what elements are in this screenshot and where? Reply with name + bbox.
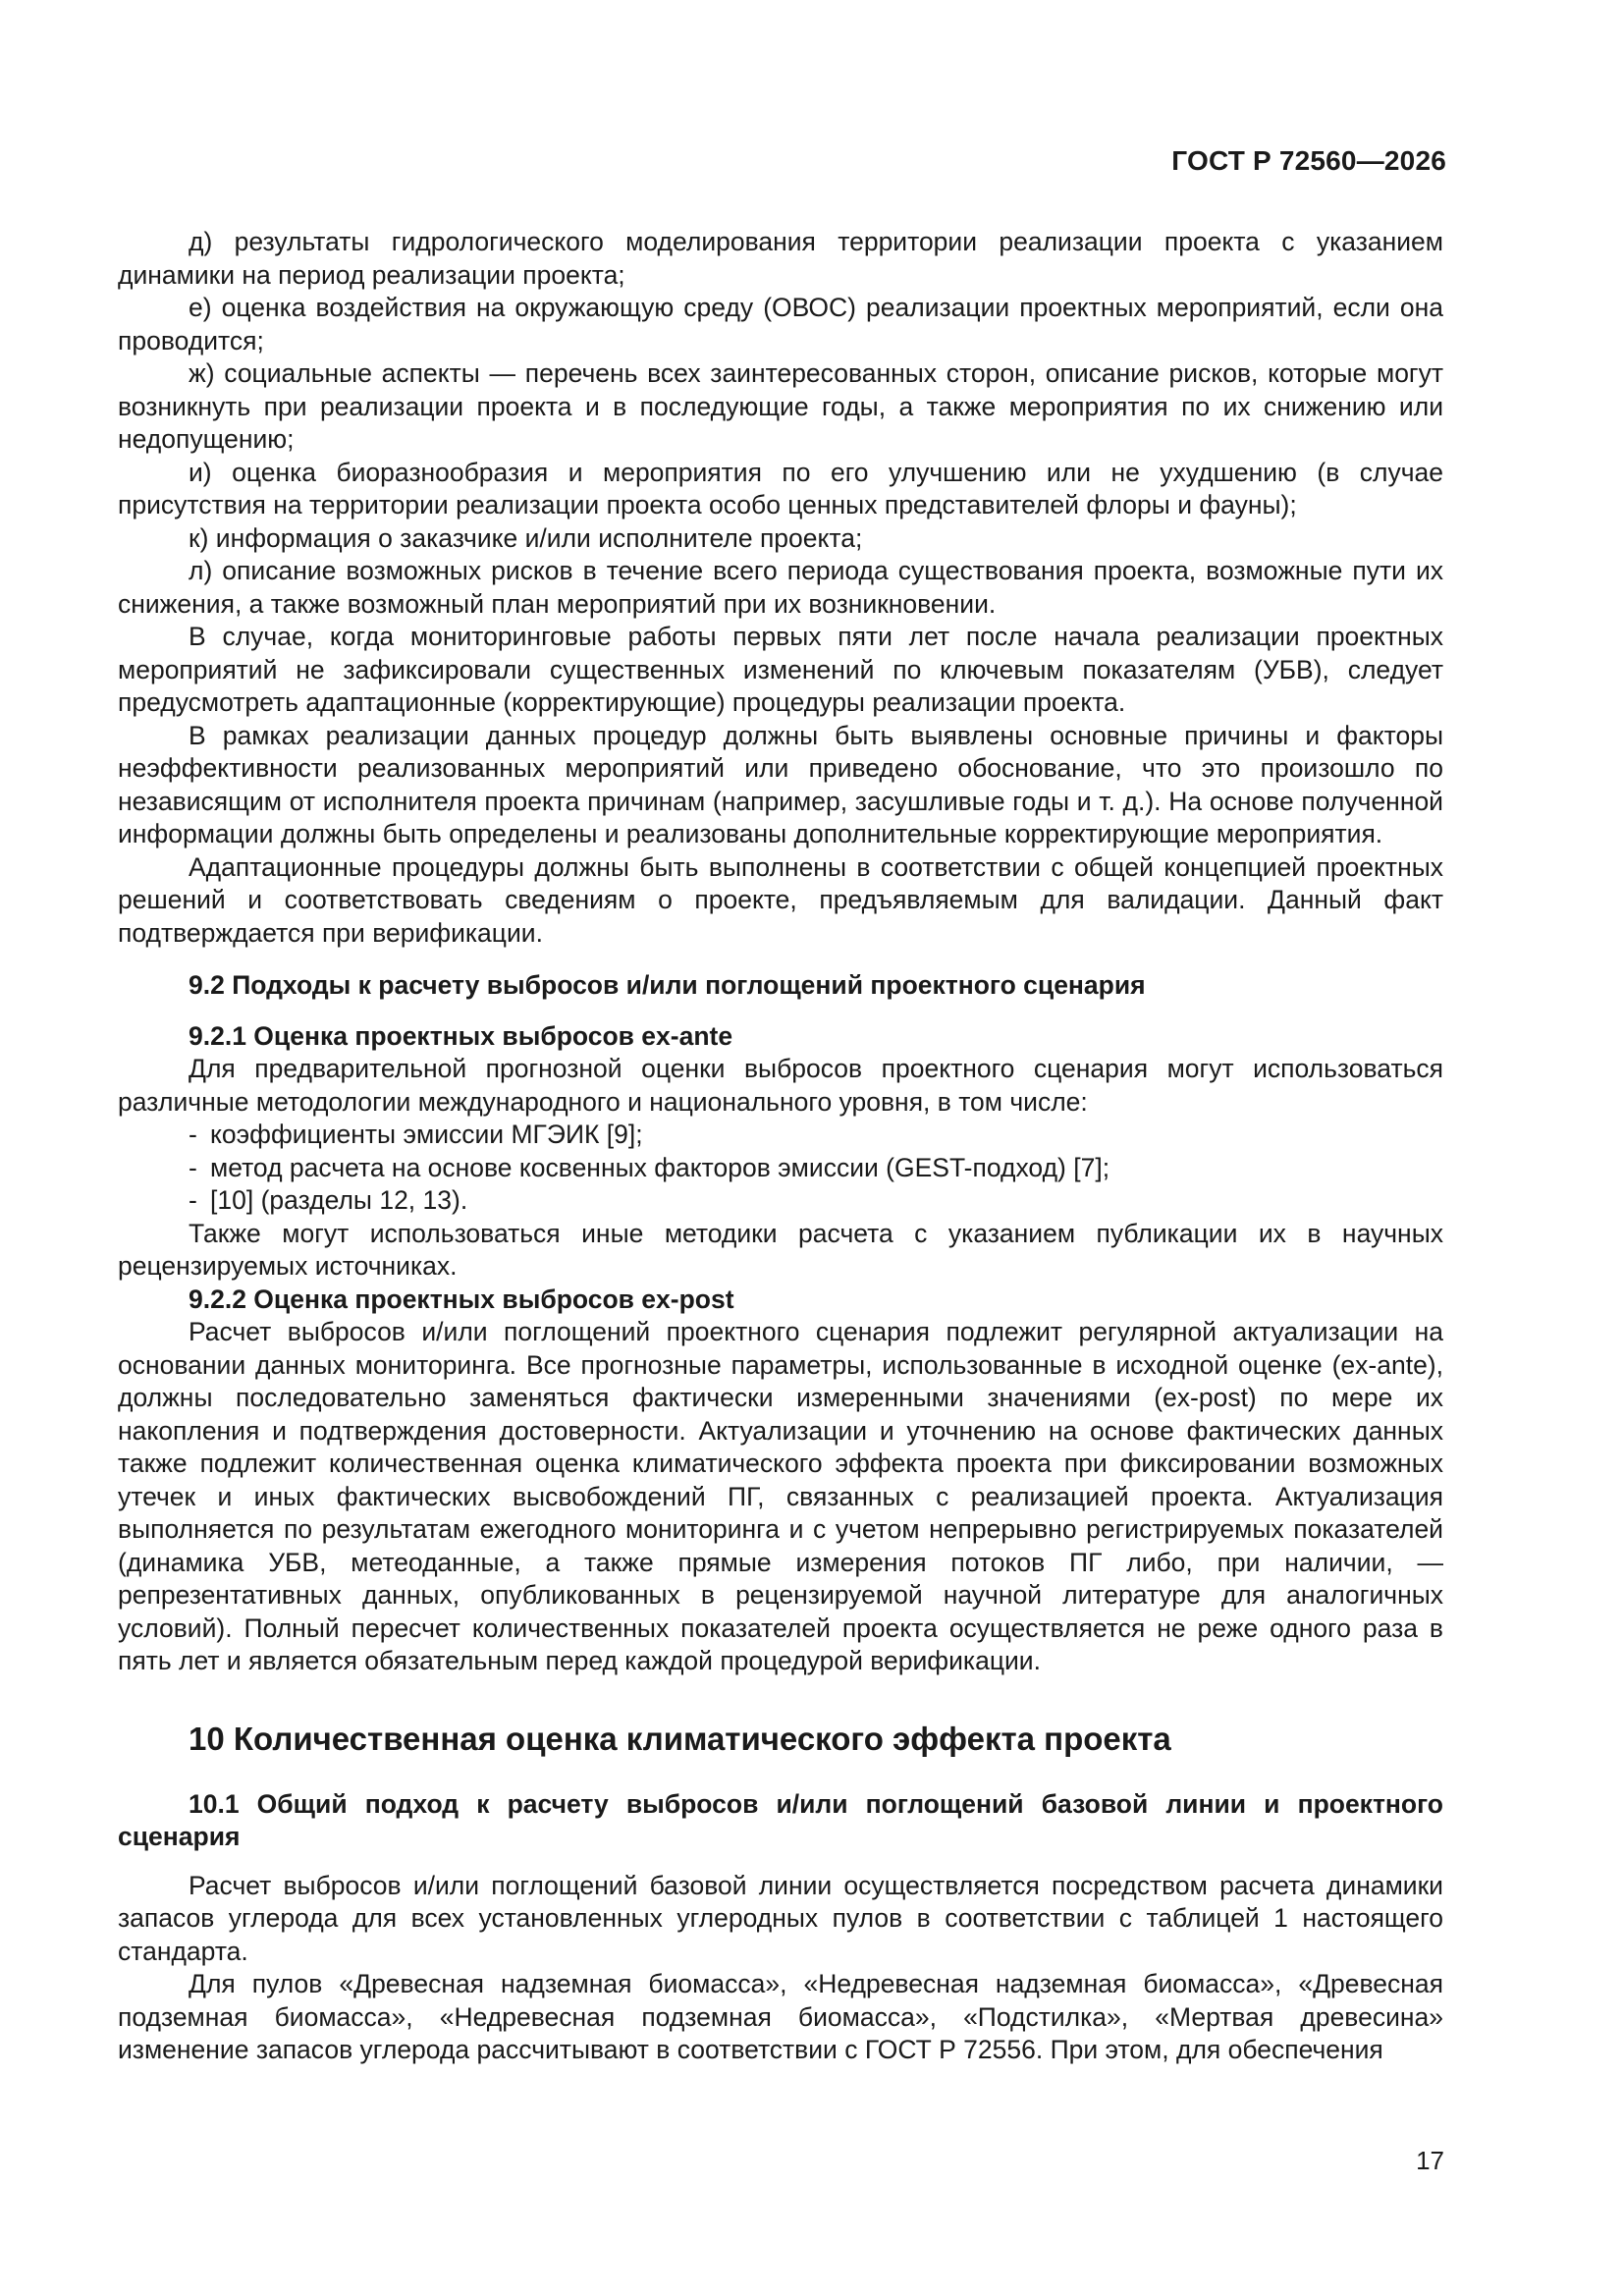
section-9-2-1-intro: Для предварительной прогнозной оценки выбросов проектного сценария могут использоваться различные методологии международного и национального уровня, в том числе: (118, 1054, 1443, 1117)
paragraph-monitoring: В случае, когда мониторинговые работы первых пяти лет после начала реализации проектных мероприятий не зафиксировали существенных изменений по ключевым показателям (УБВ), следует предусмотреть адаптационные (корректирующие) процедуры реализации проекта. (118, 622, 1443, 717)
dash-marker: - (189, 1120, 197, 1149)
section-10-heading: 10 Количественная оценка климатического эффекта проекта (189, 1720, 1171, 1757)
paragraph-adaptation: Адаптационные процедуры должны быть выполнены в соответствии с общей концепцией проектных решений и соответствовать сведениям о проекте, предъявляемым для валидации. Данный факт подтверждается при верификации. (118, 851, 1443, 948)
dash-item (118, 1119, 1443, 1152)
list-item-d: д) результаты гидрологического моделирования территории реализации проекта с указанием динамики на период реализации проекта; (118, 227, 1443, 290)
list-item-e: е) оценка воздействия на окружающую среду (ОВОС) реализации проектных мероприятий, если она проводится; (118, 293, 1443, 355)
list-item-l: л) описание возможных рисков в течение всего периода существования проекта, возможные пути их снижения, а также возможный план мероприятий при их возникновении. (118, 556, 1443, 619)
dash-item-text: [10] (разделы 12, 13). (210, 1185, 468, 1215)
section-9-2-2-text: Расчет выбросов и/или поглощений проектного сценария подлежит регулярной актуализации на основании данных мониторинга. Все прогнозные параметры, использованные в исходной оценке (ex-ante), должны последовательно заменяться фактически измеренными значениями (ex-post) по мере их накопления и подтверждения достоверности. Актуализации и уточнению на основе фактических данных также подлежит количественная оценка климатического эффекта проекта при фиксировании возможных утечек и иных фактических высвобождений ПГ, связанных с реализацией проекта. Актуализация выполняется по результатам ежегодного мониторинга и с учетом непрерывно регистрируемых показателей (динамика УБВ, метеоданные, а также прямые измерения потоков ПГ либо, при наличии, — репрезентативных данных, опубликованных в рецензируемой научной литературе для аналогичных условий). Полный пересчет количественных показателей проекта осуществляется не реже одного раза в пять лет и является обязательным перед каждой процедурой верификации. (118, 1317, 1443, 1675)
section-10-1-paragraph-2: Для пулов «Древесная надземная биомасса», «Недревесная надземная биомасса», «Древесная подземная биомасса», «Недревесная подземная биомасса», «Подстилка», «Мертвая древесина» изменение запасов углерода рассчитывают в соответствии с ГОСТ Р 72556. При этом, для обеспечения (118, 1969, 1443, 2064)
list-item-i: и) оценка биоразнообразия и мероприятия по его улучшению или не ухудшению (в случае присутствия на территории реализации проекта особо ценных представителей флоры и фауны); (118, 457, 1443, 519)
document-body (118, 226, 1443, 2067)
section-10-1-paragraph-1: Расчет выбросов и/или поглощений базовой линии осуществляется посредством расчета динамики запасов углерода для всех установленных углеродных пулов в соответствии с таблицей 1 настоящего стандарта. (118, 1870, 1443, 1966)
list-item-zh: ж) социальные аспекты — перечень всех заинтересованных сторон, описание рисков, которые могут возникнуть при реализации проекта и в последующие годы, а также мероприятия по их снижению или недопущению; (118, 358, 1443, 454)
section-9-2-1-heading: 9.2.1 Оценка проектных выбросов ex-ante (189, 1020, 733, 1051)
dash-item-text: коэффициенты эмиссии МГЭИК [9]; (210, 1120, 643, 1149)
dash-item (118, 1184, 1443, 1218)
dash-item-text: метод расчета на основе косвенных факторов эмиссии (GEST-подход) [7]; (210, 1152, 1110, 1182)
dash-marker: - (189, 1152, 197, 1182)
standard-code-header: ГОСТ Р 72560—2026 (1171, 145, 1446, 176)
section-10-1-heading: 10.1 Общий подход к расчету выбросов и/или поглощений базовой линии и проектного сценария (118, 1788, 1443, 1851)
section-9-2-1-outro: Также могут использоваться иные методики расчета с указанием публикации их в научных рецензируемых источниках. (118, 1218, 1443, 1281)
section-9-2-heading: 9.2 Подходы к расчету выбросов и/или поглощений проектного сценария (189, 970, 1146, 1000)
page-number: 17 (1416, 2146, 1444, 2175)
paragraph-procedures: В рамках реализации данных процедур должны быть выявлены основные причины и факторы неэффективности реализованных мероприятий или приведено обоснование, что это произошло по независящим от исполнителя проекта причинам (например, засушливые годы и т. д.). На основе полученной информации должны быть определены и реализованы дополнительные корректирующие мероприятия. (118, 720, 1443, 848)
list-item-k: к) информация о заказчике и/или исполнителе проекта; (189, 522, 863, 553)
dash-marker: - (189, 1185, 197, 1215)
dash-item (118, 1152, 1443, 1185)
section-9-2-2-heading: 9.2.2 Оценка проектных выбросов ex-post (189, 1284, 734, 1314)
